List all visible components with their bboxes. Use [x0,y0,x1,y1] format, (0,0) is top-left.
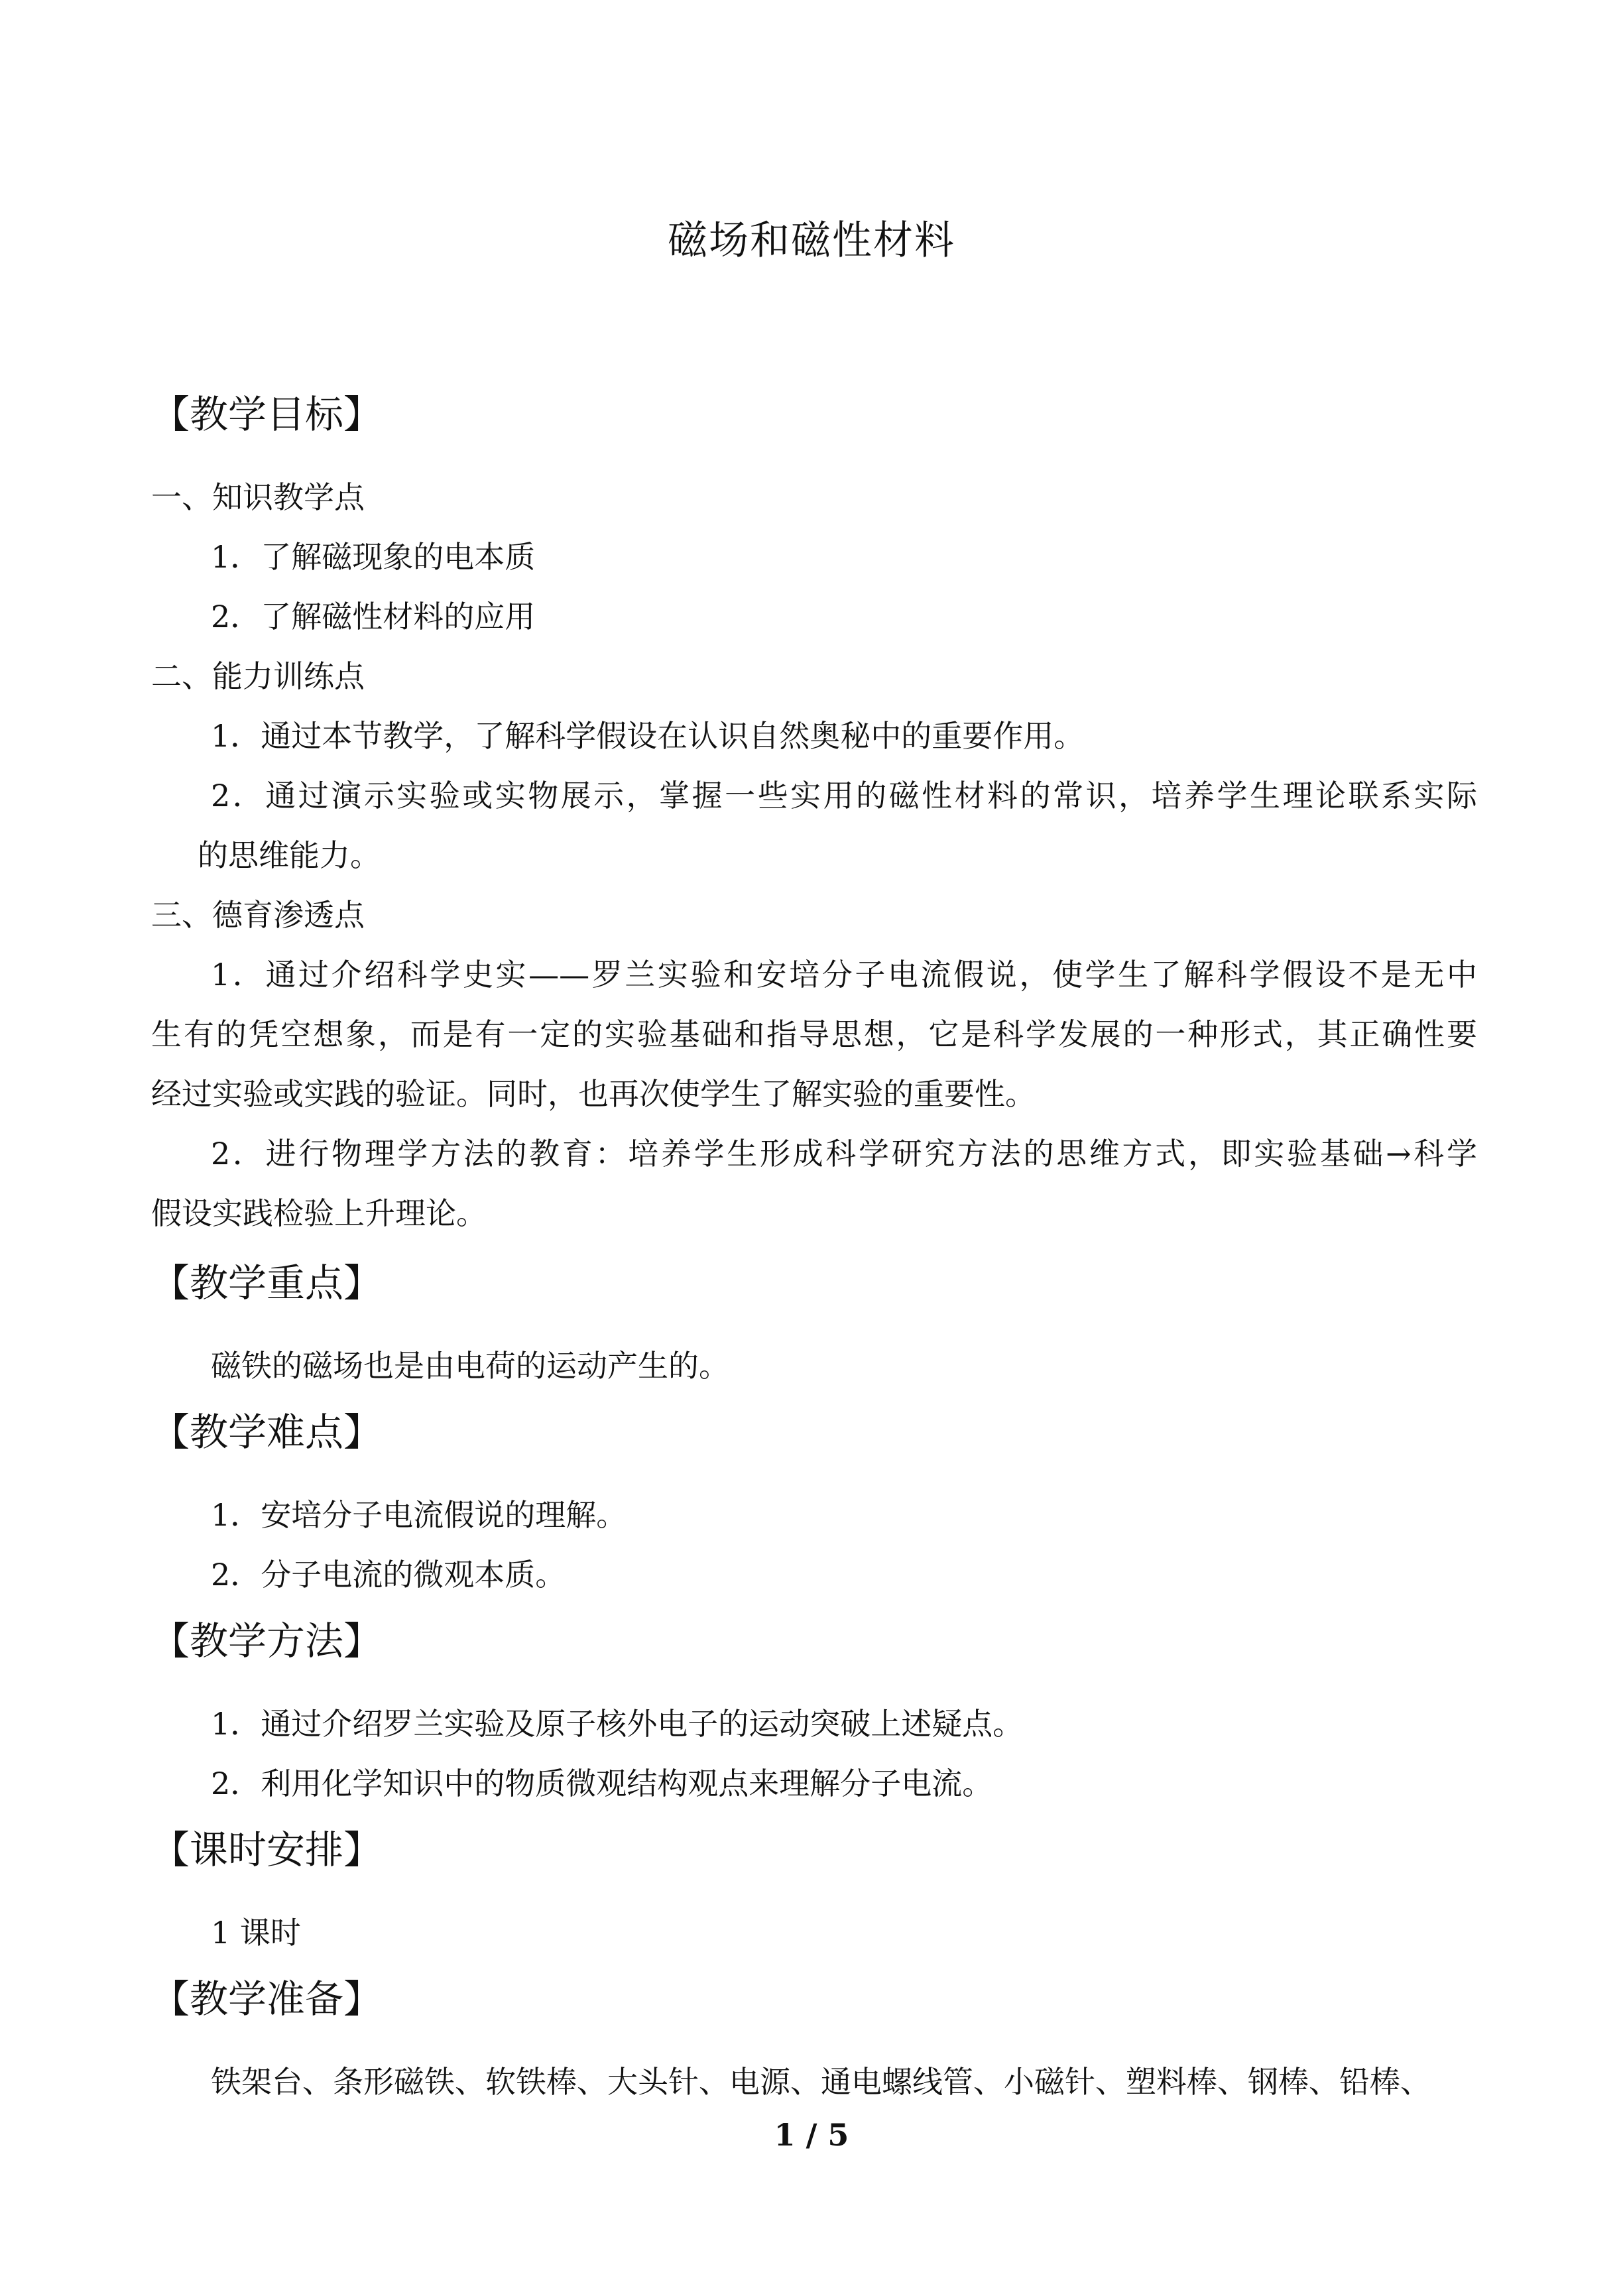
page-title: 磁场和磁性材料 [668,217,955,264]
moral-label: 三、德育渗透点 [151,897,365,933]
moral-item-2-line-1: 2．进行物理学方法的教育：培养学生形成科学研究方法的思维方式，即实验基础→科学 [211,1136,1477,1172]
moral-item-1-line-3: 经过实验或实践的验证。同时，也再次使学生了解实验的重要性。 [151,1076,1036,1112]
difficulty-item-2: 2．分子电流的微观本质。 [211,1557,566,1593]
difficulty-item-1: 1．安培分子电流假说的理解。 [211,1497,627,1533]
schedule-text: 1 课时 [211,1915,301,1951]
ability-item-2-line-2: 的思维能力。 [198,837,381,873]
moral-item-1-line-2: 生有的凭空想象，而是有一定的实验基础和指导思想，它是科学发展的一种形式，其正确性要 [151,1016,1477,1052]
knowledge-item-2: 2．了解磁性材料的应用 [211,599,536,634]
heading-schedule: 【课时安排】 [151,1827,383,1872]
heading-preparation: 【教学准备】 [151,1976,383,2022]
key-points-text: 磁铁的磁场也是由电荷的运动产生的。 [211,1348,729,1384]
page-number: 1 / 5 [774,2117,849,2153]
method-item-2: 2．利用化学知识中的物质微观结构观点来理解分子电流。 [211,1766,993,1801]
ability-label: 二、能力训练点 [151,658,365,694]
heading-objectives: 【教学目标】 [151,392,383,437]
method-item-1: 1．通过介绍罗兰实验及原子核外电子的运动突破上述疑点。 [211,1706,1024,1742]
heading-key-points: 【教学重点】 [151,1260,383,1305]
ability-item-2-line-1: 2．通过演示实验或实物展示，掌握一些实用的磁性材料的常识，培养学生理论联系实际 [211,778,1477,814]
moral-item-1-line-1: 1．通过介绍科学史实——罗兰实验和安培分子电流假说，使学生了解科学假设不是无中 [211,957,1477,993]
moral-item-2-line-2: 假设实践检验上升理论。 [151,1195,487,1231]
ability-item-1: 1．通过本节教学，了解科学假设在认识自然奥秘中的重要作用。 [211,718,1085,754]
knowledge-item-1: 1．了解磁现象的电本质 [211,539,536,575]
knowledge-label: 一、知识教学点 [151,479,365,515]
preparation-text: 铁架台、条形磁铁、软铁棒、大头针、电源、通电螺线管、小磁针、塑料棒、钢棒、铅棒、 [211,2064,1431,2100]
heading-methods: 【教学方法】 [151,1618,383,1663]
heading-difficulties: 【教学难点】 [151,1410,383,1455]
